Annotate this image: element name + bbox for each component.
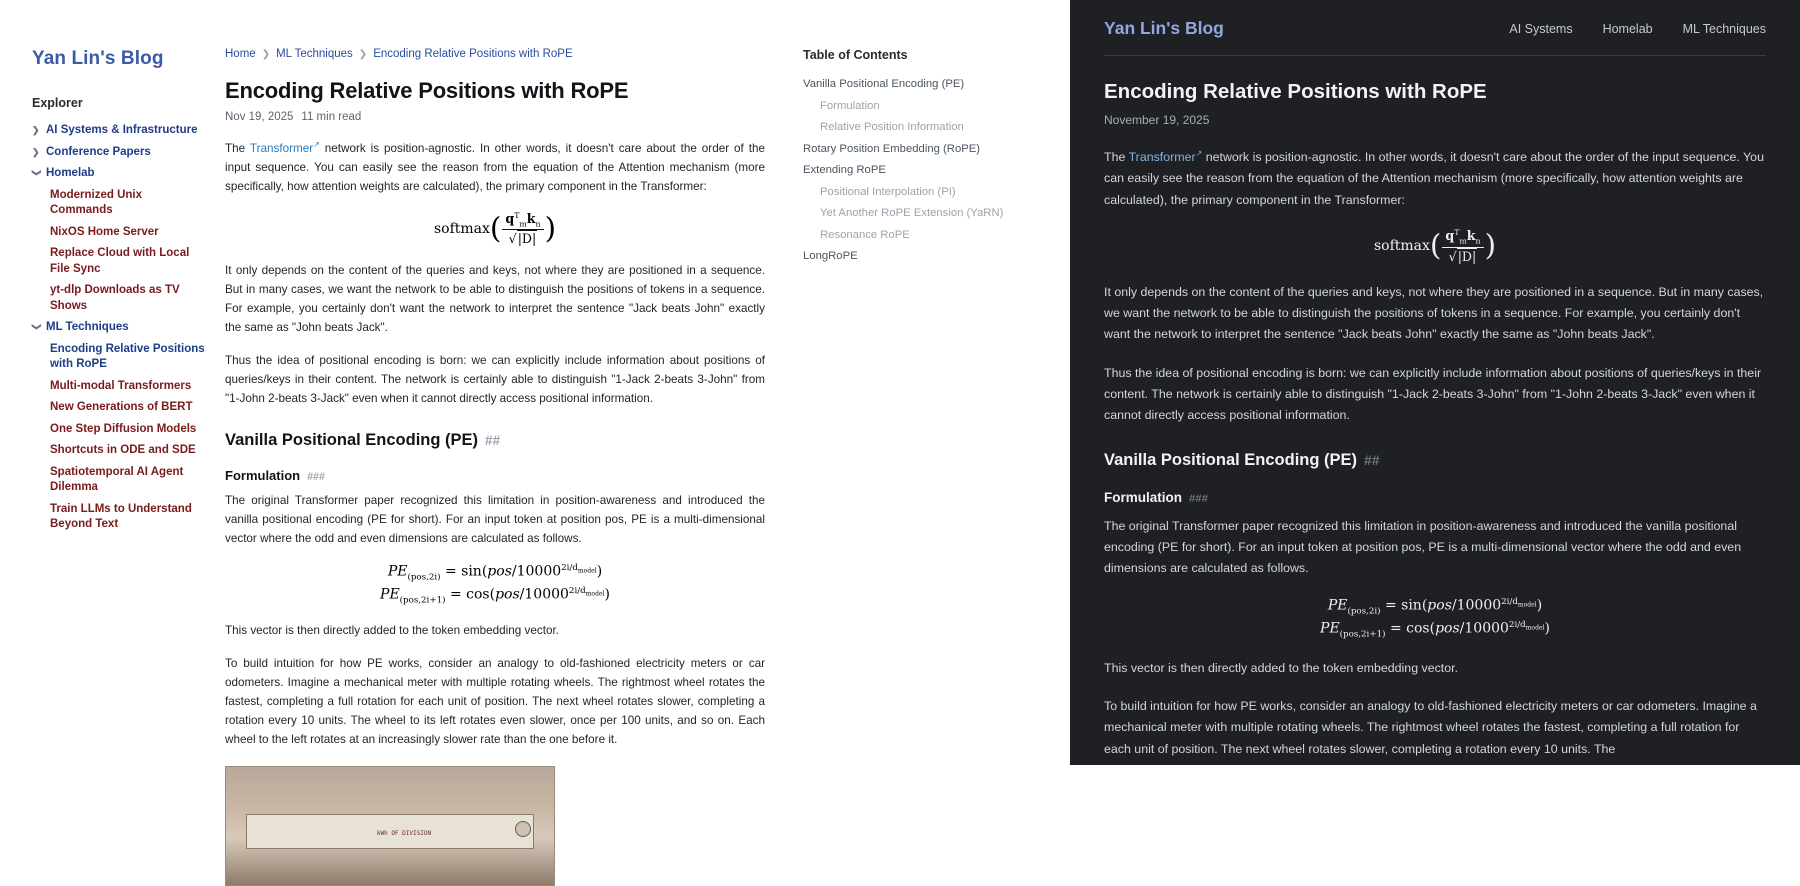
nav-link-ai-systems[interactable]: AI Systems — [1509, 21, 1573, 36]
tree-file-train-llms-to-understand-beyond-text[interactable]: Train LLMs to Understand Beyond Text — [50, 502, 192, 531]
dark-pe-odd-formula: $PE_{(pos,2i+1)} = \cos(pos/10000^{2i/d_{model}})$ — [1320, 620, 1550, 640]
pe-even-formula: $PE_{(pos,2i)} = \sin(pos/10000^{2i/d_{model}})$ — [387, 562, 603, 583]
toc-title: Table of Contents — [803, 48, 908, 62]
dark-pe-even-formula: $PE_{(pos,2i)} = \sin(pos/10000^{2i/d_{model}})$ — [1327, 596, 1543, 617]
dark-paragraph-4: The original Transformer paper recognized this limitation in position-awareness and introduced the vanilla positional encoding (PE for short). For an input token at position pos, PE is a multi-dimensional vector where the odd and even dimensions are calculated as follows. — [1104, 518, 1742, 576]
tree-folder-ai-systems[interactable] — [32, 120, 207, 142]
chevron-right-icon: ❯ — [32, 125, 40, 135]
tree-file-spatiotemporal-ai-agent-dilemma[interactable]: Spatiotemporal AI Agent Dilemma — [50, 465, 184, 494]
dark-paragraph-1 — [1104, 147, 1766, 211]
electricity-meter-image: kWh OF DIVISION — [225, 766, 555, 886]
dark-navbar — [1070, 0, 1800, 39]
dark-transformer-link[interactable] — [1129, 150, 1203, 164]
softmax-label: softmax — [433, 220, 490, 237]
tree-file-multi-modal-transformers[interactable]: Multi-modal Transformers — [50, 379, 192, 392]
chevron-down-icon: ❯ — [32, 169, 42, 177]
paragraph-3: Thus the idea of positional encoding is born: we can explicitly include information about positions of queries/keys in their content. The network is certainly able to distinguish "1-Jack 2-beats 3-John" from "1-John 2-beats 3-Jack" even when it cannot directly access positional information. — [225, 354, 765, 406]
table-of-contents — [795, 0, 1070, 765]
paragraph-1-pre: The — [225, 141, 250, 155]
external-link-icon: ↗ — [313, 140, 320, 149]
heading-hash-marker: ## — [485, 433, 501, 449]
dark-page-title: Encoding Relative Positions with RoPE — [1104, 80, 1487, 103]
explorer-label: Explorer — [32, 96, 83, 110]
dark-pe-formulas — [1104, 597, 1766, 640]
breadcrumb-item-home[interactable]: Home — [225, 48, 256, 60]
file-tree — [32, 120, 207, 536]
tree-file-shortcuts-in-ode-and-sde[interactable]: Shortcuts in ODE and SDE — [50, 444, 196, 457]
chevron-right-icon: ❯ — [261, 48, 271, 60]
publish-date: Nov 19, 2025 — [225, 111, 294, 123]
toc-item-longrope[interactable]: LongRoPE — [803, 250, 858, 262]
pe-odd-formula: $PE_{(pos,2i+1)} = \cos(pos/10000^{2i/d_{model}})$ — [380, 586, 610, 606]
paragraph-1-post: network is position-agnostic. In other words, it doesn't care about the order of the input sequence. You can easily see the reason from the equation of the Attention mechanism (more specifically, how attention weights are calculated), the primary component in the Transformer: — [225, 141, 765, 193]
dark-publish-date: November 19, 2025 — [1104, 113, 1210, 127]
chevron-right-icon: ❯ — [358, 48, 368, 60]
right-paren: ) — [544, 210, 557, 245]
external-link-icon: ↗ — [1195, 149, 1203, 158]
breadcrumb-item-ml-techniques[interactable]: ML Techniques — [276, 48, 353, 60]
toc-list — [803, 74, 1046, 268]
tree-children-ml-techniques — [32, 339, 207, 536]
left-paren: ( — [489, 210, 502, 245]
dark-left-paren: ( — [1429, 228, 1442, 263]
tree-folder-conference-papers[interactable] — [32, 142, 207, 164]
pe-formulas — [225, 563, 765, 606]
tree-folder-label: AI Systems & Infrastructure — [46, 124, 198, 136]
dark-paragraph-6: To build intuition for how PE works, consider an analogy to old-fashioned electricity meters or car odometers. Imagine a mechanical meter with multiple rotating wheels. The rightmost wheel rotates the fastest, completing a full rotation for each unit of position. The next wheel rotates slower, completing a rotation every 10 units. The — [1104, 699, 1757, 756]
read-time: 11 min read — [301, 111, 362, 123]
article-meta — [225, 111, 765, 123]
dark-theme-pane — [1070, 0, 1800, 765]
page-title: Encoding Relative Positions with RoPE — [225, 78, 629, 103]
q-vector: q — [505, 210, 515, 226]
dark-attention-fraction: $\frac{q^T_mk_n}{√|D|}$ — [1442, 228, 1483, 264]
paragraph-5: This vector is then directly added to the token embedding vector. — [225, 623, 559, 637]
sidebar-explorer — [0, 0, 225, 765]
subsection-heading-label: Formulation — [225, 468, 301, 484]
attention-formula — [225, 211, 765, 247]
k-vector: k — [526, 210, 536, 226]
dark-subsection-heading-formulation — [1104, 490, 1766, 505]
dark-paragraph-1-post: network is position-agnostic. In other words, it doesn't care about the order of the input sequence. You can easily see the reason from the equation of the Attention mechanism (more specifically, how attention weights are calculated), the primary component in the Transformer: — [1104, 150, 1764, 207]
paragraph-1 — [225, 139, 765, 197]
article-content — [225, 0, 795, 838]
chevron-down-icon: ❯ — [32, 323, 42, 331]
tree-folder-label: Homelab — [46, 167, 95, 180]
tree-file-new-generations-of-bert[interactable]: New Generations of BERT — [50, 401, 193, 414]
toc-item-positional-interpolation[interactable]: Positional Interpolation (PI) — [820, 185, 956, 198]
toc-item-rotary-position-embedding[interactable]: Rotary Position Embedding (RoPE) — [803, 142, 981, 155]
dark-attention-formula — [1104, 228, 1766, 264]
toc-item-yarn[interactable]: Yet Another RoPE Extension (YaRN) — [820, 207, 1004, 219]
subsection-heading-formulation — [225, 468, 765, 483]
tree-file-replace-cloud-with-local-file-sync[interactable]: Replace Cloud with Local File Sync — [50, 247, 190, 275]
subheading-hash-marker: ### — [307, 471, 325, 484]
tree-folder-homelab[interactable] — [32, 163, 207, 185]
nav-link-ml-techniques[interactable]: ML Techniques — [1682, 21, 1766, 36]
tree-file-one-step-diffusion-models[interactable]: One Step Diffusion Models — [50, 422, 197, 435]
dark-paragraph-3: Thus the idea of positional encoding is born: we can explicitly include information about positions of queries/keys in their content. The network is certainly able to distinguish "1-Jack 2-beats 3-John" from "1-John 2-beats 3-Jack" even when it cannot directly access positional information. — [1104, 365, 1762, 423]
dark-subsection-heading-label: Formulation — [1104, 489, 1182, 505]
site-title[interactable]: Yan Lin's Blog — [32, 48, 164, 69]
dark-section-heading-label: Vanilla Positional Encoding (PE) — [1104, 450, 1358, 469]
tree-folder-label: Conference Papers — [46, 145, 151, 158]
transformer-link[interactable] — [250, 142, 320, 155]
paragraph-2: It only depends on the content of the queries and keys, not where they are positioned in a sequence. But in many cases, we want the network to be able to distinguish the positions of tokens in a sequence. For example, you certainly don't want the network to interpret the sentence "Jack beats John" exactly the same as "John beats Jack". — [225, 264, 765, 335]
tree-file-yt-dlp-downloads-as-tv-shows[interactable]: yt-dlp Downloads as TV Shows — [50, 284, 180, 312]
tree-folder-label: ML Techniques — [46, 321, 129, 334]
toc-item-formulation[interactable]: Formulation — [820, 99, 880, 112]
breadcrumb — [225, 48, 765, 60]
dark-nav-links — [1509, 22, 1766, 36]
toc-item-extending-rope[interactable]: Extending RoPE — [803, 164, 886, 176]
attention-fraction: $\frac{q^T_mk_n}{√|D|}$ — [502, 211, 543, 247]
tree-file-encoding-relative-positions-with-rope[interactable]: Encoding Relative Positions with RoPE — [50, 342, 205, 371]
chevron-right-icon: ❯ — [32, 146, 40, 157]
transformer-link-label: Transformer — [249, 141, 314, 155]
toc-item-relative-position-information[interactable]: Relative Position Information — [820, 121, 964, 133]
dark-softmax-label: softmax — [1373, 237, 1430, 254]
dark-site-title[interactable]: Yan Lin's Blog — [1104, 18, 1224, 38]
paragraph-6: To build intuition for how PE works, consider an analogy to old-fashioned electricity meters or car odometers. Imagine a mechanical meter with multiple rotating wheels. The rightmost wheel rotates the fastest, completing a full rotation for each unit of position. The next wheel rotates slower, completing a rotation every 10 units. The wheel to its left rotates even slower, once per 100 units, and so on. Each wheel to the left rotates at an increasingly slower rate than the one before it. — [225, 656, 765, 746]
tree-file-modernized-unix-commands[interactable]: Modernized Unix Commands — [50, 188, 143, 217]
dark-heading-hash-marker: ## — [1364, 451, 1380, 468]
section-heading-label: Vanilla Positional Encoding (PE) — [225, 431, 479, 450]
tree-file-nixos-home-server[interactable]: NixOS Home Server — [50, 225, 159, 238]
paragraph-4: The original Transformer paper recognized this limitation in position-awareness and introduced the vanilla positional encoding (PE for short). For an input token at position pos, PE is a multi-dimensional vector where the odd and even dimensions are calculated as follows. — [225, 494, 765, 546]
dark-paragraph-5: This vector is then directly added to the token embedding vector. — [1104, 660, 1459, 675]
dark-article — [1070, 56, 1800, 760]
dark-subheading-hash-marker: ### — [1189, 492, 1208, 505]
dark-paragraph-1-pre: The — [1104, 150, 1129, 165]
tree-folder-ml-techniques[interactable] — [32, 317, 207, 339]
dark-transformer-link-label: Transformer — [1128, 150, 1196, 165]
dark-section-heading-vanilla-pe — [1104, 451, 1766, 470]
toc-item-resonance-rope[interactable]: Resonance RoPE — [820, 228, 910, 241]
nav-link-homelab[interactable]: Homelab — [1602, 21, 1653, 36]
dark-right-paren: ) — [1484, 228, 1497, 263]
section-heading-vanilla-pe — [225, 431, 765, 450]
dark-paragraph-2: It only depends on the content of the queries and keys, not where they are positioned in a sequence. But in many cases, we want the network to be able to distinguish the positions of tokens in a sequence. For example, you certainly don't want the network to interpret the sentence "Jack beats John" exactly the same as "John beats Jack". — [1104, 284, 1764, 342]
tree-children-homelab — [32, 185, 207, 318]
breadcrumb-item-current: Encoding Relative Positions with RoPE — [373, 48, 573, 60]
toc-item-vanilla-pe[interactable]: Vanilla Positional Encoding (PE) — [803, 78, 965, 90]
